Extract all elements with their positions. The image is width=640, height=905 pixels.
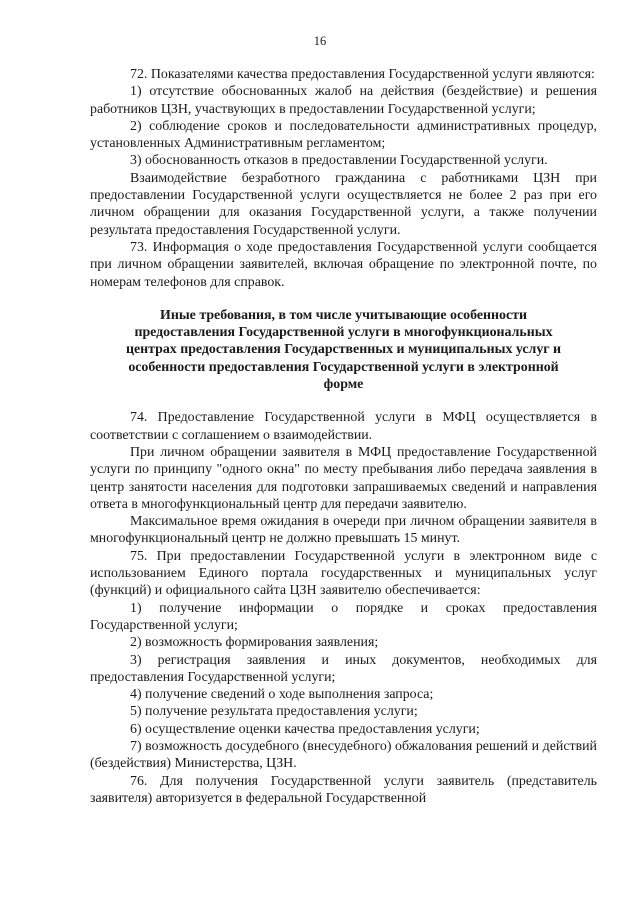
paragraph: При личном обращении заявителя в МФЦ предоставление Государственной услуги по принципу "одного окна" по месту пребывания либо передача заявления в центр занятости населения для подготовки запрашиваемых сведений и направления ответа в многофункциональный центр для передачи заявителю. [90, 444, 597, 512]
paragraph: Максимальное время ожидания в очереди при личном обращении заявителя в многофункциональный центр не должно превышать 15 минут. [90, 514, 597, 547]
paragraph: 2) возможность формирования заявления; [130, 635, 379, 651]
paragraph: 75. При предоставлении Государственной услуги в электронном виде с использованием Единого портала государственных и муниципальных услуг (функций) и официального сайта ЦЗН заявителю обеспечивается: [90, 548, 597, 599]
paragraph: 4) получение сведений о ходе выполнения запроса; [130, 687, 434, 703]
paragraph: 1) получение информации о порядке и сроках предоставления Государственной услуги; [90, 600, 597, 633]
paragraph: 6) осуществление оценки качества предоставления услуги; [130, 721, 480, 737]
heading-line: предоставления Государственной услуги в многофункциональных [134, 325, 553, 341]
document-body [90, 66, 597, 807]
paragraph: 1) отсутствие обоснованных жалоб на действия (бездействие) и решения работников ЦЗН, участвующих в предоставлении Государственной услуги; [90, 84, 597, 117]
section-mfc-electronic [90, 409, 597, 807]
spacer [90, 291, 597, 307]
page-number: 16 [313, 34, 327, 48]
heading-line: Иные требования, в том числе учитывающие особенности [160, 307, 527, 323]
heading-line: центрах предоставления Государственных и муниципальных услуг и [125, 342, 562, 358]
section-heading [94, 307, 593, 393]
section-quality-indicators [90, 66, 597, 291]
paragraph: 5) получение результата предоставления услуги; [130, 704, 418, 720]
paragraph: 7) возможность досудебного (внесудебного) обжалования решений и действий (бездействия) Министерства, ЦЗН. [90, 738, 597, 772]
spacer [90, 393, 597, 409]
paragraph: 72. Показателями качества предоставления Государственной услуги являются: [130, 67, 595, 82]
heading-line: форме [323, 377, 364, 393]
paragraph: 3) обоснованность отказов в предоставлении Государственной услуги. [130, 153, 548, 169]
paragraph: 76. Для получения Государственной услуги заявитель (представитель заявителя) авторизуется в федеральной Государственной [90, 773, 597, 806]
paragraph: 2) соблюдение сроков и последовательности административных процедур, установленных Административным регламентом; [90, 118, 597, 152]
paragraph: 3) регистрация заявления и иных документов, необходимых для предоставления Государственной услуги; [90, 652, 597, 685]
heading-line: особенности предоставления Государственной услуги в электронной [128, 359, 559, 375]
paragraph: 73. Информация о ходе предоставления Государственной услуги сообщается при личном обращении заявителей, включая обращение по электронной почте, по номерам телефонов для справок. [90, 239, 597, 290]
paragraph: 74. Предоставление Государственной услуги в МФЦ осуществляется в соответствии с соглашением о взаимодействии. [90, 410, 597, 443]
paragraph: Взаимодействие безработного гражданина с работниками ЦЗН при предоставлении Государственной услуги осуществляется не более 2 раз при его личном обращении для оказания Государственной услуги, а также получении результата предоставления Государственной услуги. [90, 170, 597, 238]
